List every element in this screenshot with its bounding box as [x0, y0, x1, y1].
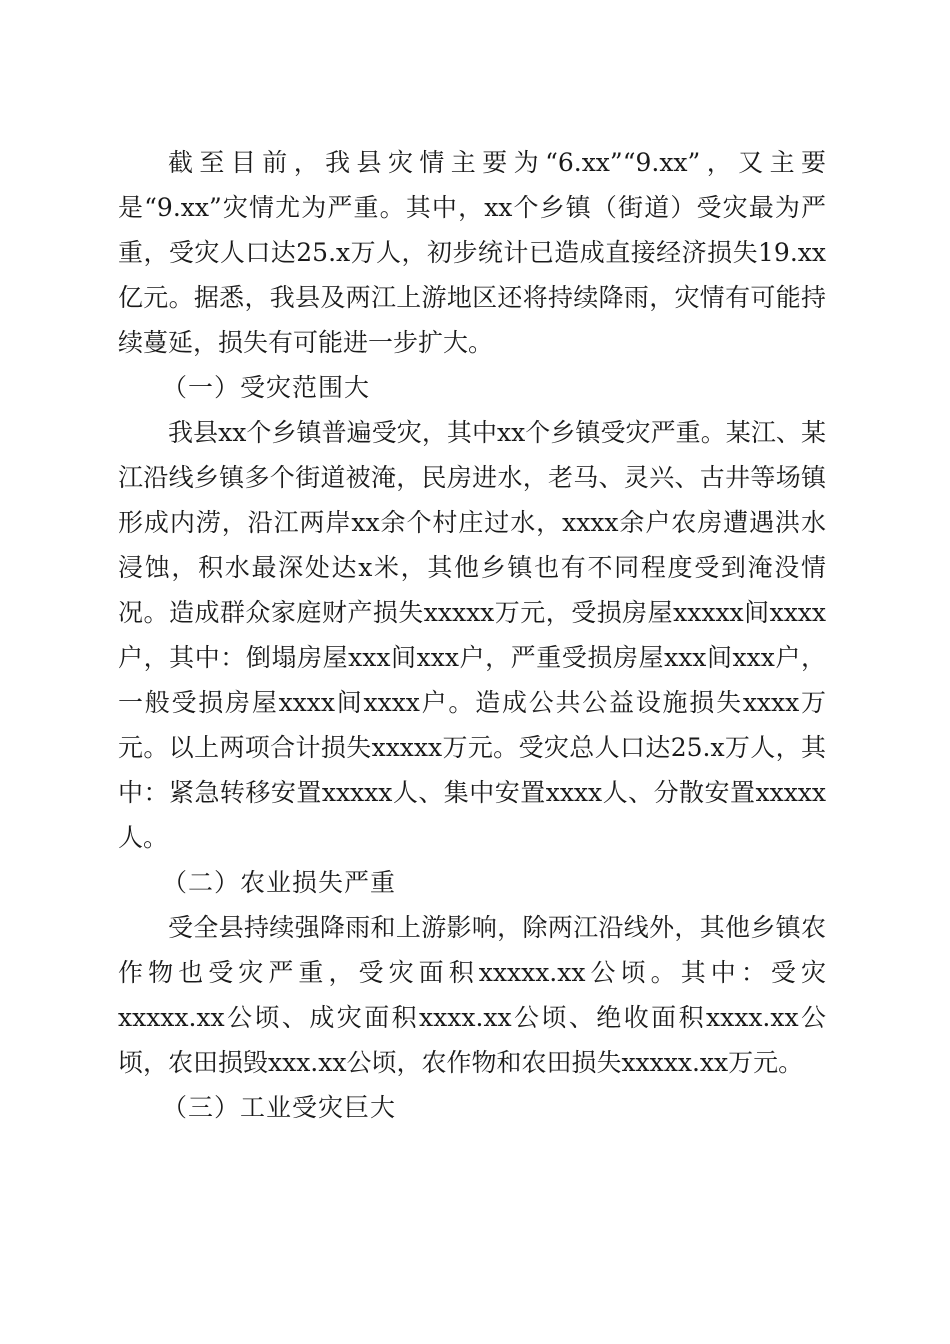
document-body — [118, 140, 826, 1130]
section-heading-2: （二）农业损失严重 — [162, 868, 397, 897]
section-1-paragraph: 我县xx个乡镇普遍受灾，其中xx个乡镇受灾严重。某江、某江沿线乡镇多个街道被淹，民房进水，老马、灵兴、古井等场镇形成内涝，沿江两岸xx余个村庄过水，xxxx余户农房遭遇洪水浸蚀，积水最深处达x米，其他乡镇也有不同程度受到淹没情况。造成群众家庭财产损失xxxxx万元，受损房屋xxxxx间xxxx户，其中：倒塌房屋xxx间xxx户，严重受损房屋xxx间xxx户，一般受损房屋xxxx间xxxx户。造成公共公益设施损失xxxx万元。以上两项合计损失xxxxx万元。受灾总人口达25.x万人，其中：紧急转移安置xxxxx人、集中安置xxxx人、分散安置xxxxx人。 — [118, 418, 826, 852]
section-heading-3: （三）工业受灾巨大 — [162, 1093, 397, 1122]
section-2-paragraph: 受全县持续强降雨和上游影响，除两江沿线外，其他乡镇农作物也受灾严重，受灾面积xxxxx.xx公顷。其中：受灾xxxxx.xx公顷、成灾面积xxxx.xx公顷、绝收面积xxxx.xx公顷，农田损毁xxx.xx公顷，农作物和农田损失xxxxx.xx万元。 — [118, 913, 826, 1077]
section-heading-1: （一）受灾范围大 — [162, 373, 371, 402]
intro-paragraph: 截至目前，我县灾情主要为“6.xx”“9.xx”，又主要是“9.xx”灾情尤为严重。其中，xx个乡镇（街道）受灾最为严重，受灾人口达25.x万人，初步统计已造成直接经济损失19.xx亿元。据悉，我县及两江上游地区还将持续降雨，灾情有可能持续蔓延，损失有可能进一步扩大。 — [118, 148, 826, 357]
